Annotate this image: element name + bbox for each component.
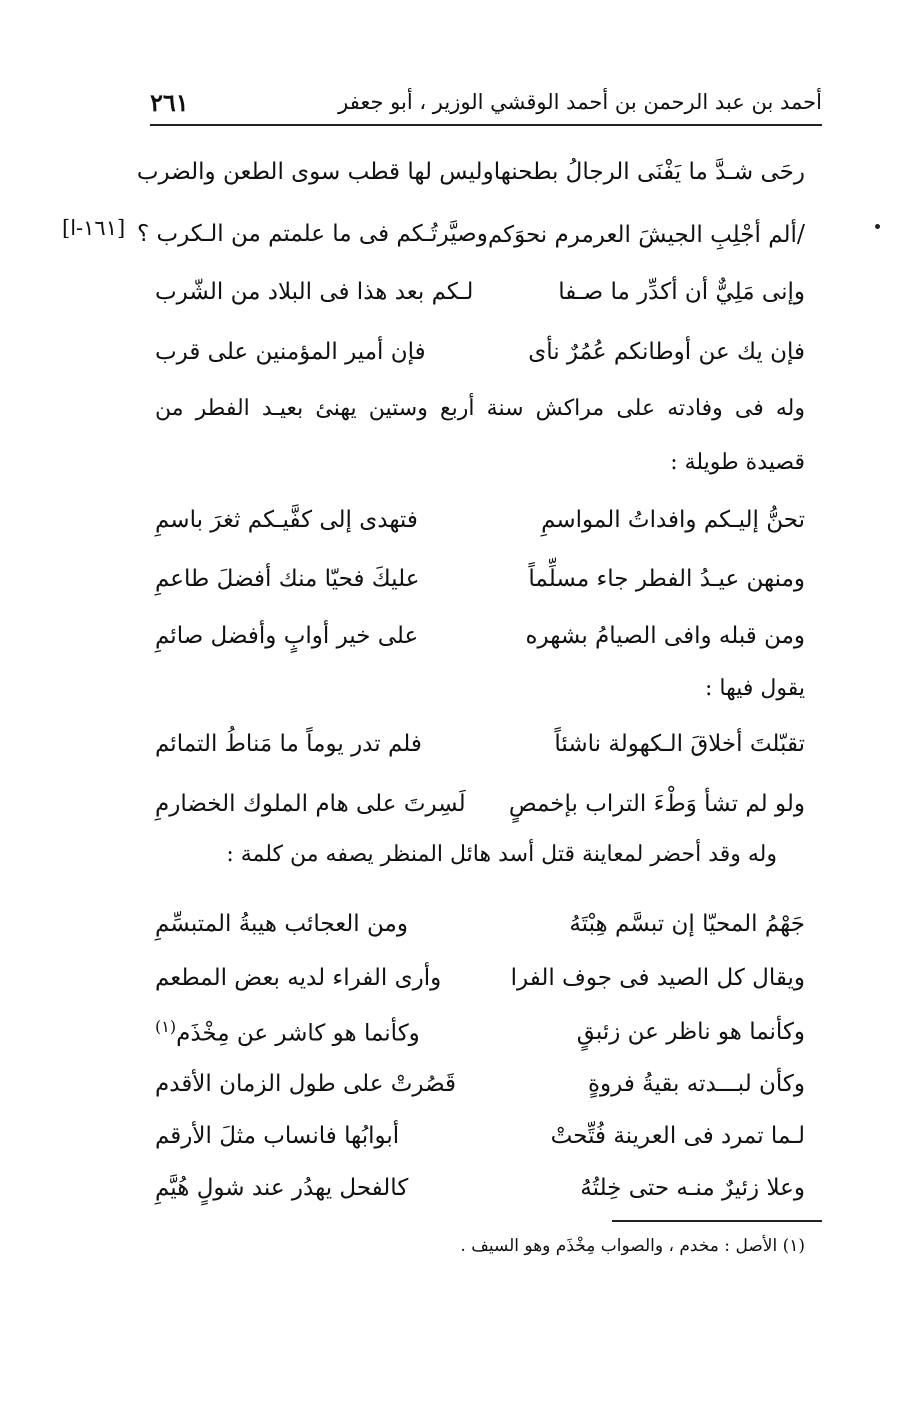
second-hemistich: فلم تدر يوماً ما مَناطُ التمائم <box>155 731 422 757</box>
verse-line <box>155 553 805 605</box>
prose-line: وله فى وفادته على مراكش سنة أربع وستين يهنئ بعيـد الفطر من <box>155 396 805 421</box>
footnote: (١) الأصل : مخدم ، والصواب مِخْذَم وهو السيف . <box>460 1236 805 1256</box>
verse-line <box>155 898 805 950</box>
prose-line: قصيدة طويلة : <box>670 450 805 475</box>
first-hemistich: وكأنما هو ناظر عن زئبقٍ <box>576 1019 805 1045</box>
first-hemistich: لـما تمرد فى العرينة فُتِّحتْ <box>550 1123 805 1149</box>
running-title: أحمد بن عبد الرحمن بن أحمد الوقشي الوزير ، أبو جعفر <box>338 90 822 114</box>
first-hemistich: ويقال كل الصيد فى جوف الفرا <box>510 965 805 991</box>
first-hemistich: تحنُّ إليـكم وافداتُ المواسمِ <box>541 507 805 533</box>
second-hemistich: قَصُرتْ على طول الزمان الأقدم <box>155 1071 457 1097</box>
verse-line <box>155 494 805 546</box>
footnote-rule <box>612 1220 822 1222</box>
page-break-mark: / <box>796 220 805 248</box>
second-hemistich: أبوابُها فانساب مثلَ الأرقم <box>155 1123 400 1149</box>
verse-line <box>155 266 805 318</box>
verse-line <box>136 146 805 198</box>
first-hemistich: ومنهن عيـدُ الفطر جاء مسلِّماً <box>528 566 805 592</box>
footnote-marker: (١) <box>155 1017 177 1037</box>
verse-line <box>155 952 805 1004</box>
verse-line <box>155 1058 805 1110</box>
verse-line <box>155 1110 805 1162</box>
first-hemistich: وعلا زئيرٌ منـه حتى خِلتُهُ <box>580 1175 805 1201</box>
second-hemistich: وكأنما هو كاشر عن مِخْذَم <box>176 1020 420 1047</box>
verse-line <box>136 208 805 260</box>
second-hemistich: على خير أوابٍ وأفضل صائمِ <box>155 623 419 649</box>
margin-dot <box>875 224 880 229</box>
prose-line: وله وقد أحضر لمعاينة قتل أسد هائل المنظر يصفه من كلمة : <box>226 842 777 867</box>
first-hemistich: ومن قبله وافى الصيامُ بشهره <box>525 623 805 649</box>
first-hemistich: تقبّلتَ أخلاقَ الـكهولة ناشئاً <box>554 731 805 757</box>
second-hemistich: وليس لها قطب سوى الطعن والضرب <box>136 159 494 185</box>
first-hemistich: رحَى شـدَّ ما يَفْنَى الرجالُ بطحنها <box>493 159 805 185</box>
page-number: ٢٦١ <box>150 87 189 117</box>
second-hemistich: لَسِرتَ على هام الملوك الخضارمِ <box>155 791 466 817</box>
second-hemistich: وصيَّرتُـكم فى ما علمتم من الـكرب ؟ <box>136 221 488 247</box>
second-hemistich: عليكَ فحيّا منك أفضلَ طاعمِ <box>155 566 420 592</box>
verse-line <box>155 326 805 378</box>
first-hemistich: ألم أجْلِبِ الجيشَ العرمرم نحوَكم <box>487 222 797 248</box>
running-header <box>150 80 822 126</box>
verse-line <box>155 1006 805 1058</box>
second-hemistich: ومن العجائب هيبةُ المتبسِّمِ <box>155 911 408 937</box>
first-hemistich: جَهْمُ المحيّا إن تبسَّم هِبْتَهُ <box>569 911 805 937</box>
verse-line <box>155 778 805 830</box>
second-hemistich: فإن أمير المؤمنين على قرب <box>155 339 426 365</box>
verse-line <box>155 1162 805 1214</box>
verse-line <box>155 718 805 770</box>
second-hemistich: لـكم بعد هذا فى البلاد من الشّرب <box>155 279 474 305</box>
first-hemistich: ولو لم تشأ وَطْءَ التراب بإخمصٍ <box>508 791 805 817</box>
first-hemistich: فإن يك عن أوطانكم عُمُرٌ نأى <box>528 339 805 365</box>
prose-line: يقول فيها : <box>705 676 805 701</box>
second-hemistich: فتهدى إلى كفَّيـكم ثغرَ باسمِ <box>155 507 418 533</box>
verse-line <box>155 610 805 662</box>
second-hemistich: كالفحل يهدُر عند شولٍ هُيَّمِ <box>155 1175 409 1201</box>
first-hemistich: وكأن لبـــدته بقيةُ فروةٍ <box>587 1071 805 1097</box>
first-hemistich: وإنى مَلِيٌّ أن أكدِّر ما صـفا <box>558 279 805 305</box>
second-hemistich: وأرى الفراء لديه بعض المطعم <box>155 965 442 991</box>
manuscript-folio-ref: [١٦١-ا] <box>62 216 126 240</box>
